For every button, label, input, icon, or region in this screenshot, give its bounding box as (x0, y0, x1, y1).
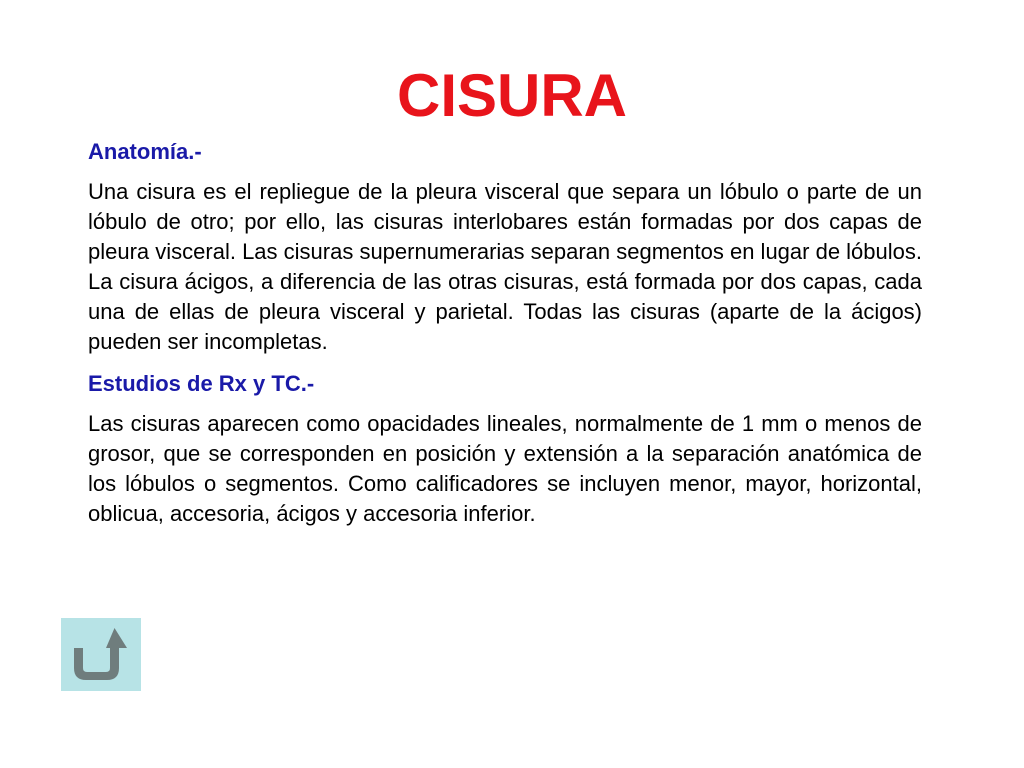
slide-title: CISURA (396, 62, 627, 129)
back-button[interactable] (61, 618, 141, 691)
slide-content (88, 137, 922, 541)
section-heading-estudios: Estudios de Rx y TC.- (88, 371, 315, 396)
section-text-anatomia: Una cisura es el repliegue de la pleura visceral que separa un lóbulo o parte de un lóbulo de otro; por ello, las cisuras interlobares están formadas por dos capas de pleura visceral. Las cisuras supernumerarias separan segmentos en lugar de lóbulos. La cisura ácigos, a diferencia de las otras cisuras, está formada por dos capas, cada una de ellas de pleura visceral y parietal. Todas las cisuras (aparte de la ácigos) pueden ser incompletas. (88, 179, 923, 354)
return-arrow-icon (61, 618, 141, 691)
section-heading-anatomia: Anatomía.- (88, 139, 202, 164)
section-text-estudios: Las cisuras aparecen como opacidades lineales, normalmente de 1 mm o menos de grosor, que se corresponden en posición y extensión a la separación anatómica de los lóbulos o segmentos. Como calificadores se incluyen menor, mayor, horizontal, oblicua, accesoria, ácigos y accesoria inferior. (88, 411, 922, 526)
